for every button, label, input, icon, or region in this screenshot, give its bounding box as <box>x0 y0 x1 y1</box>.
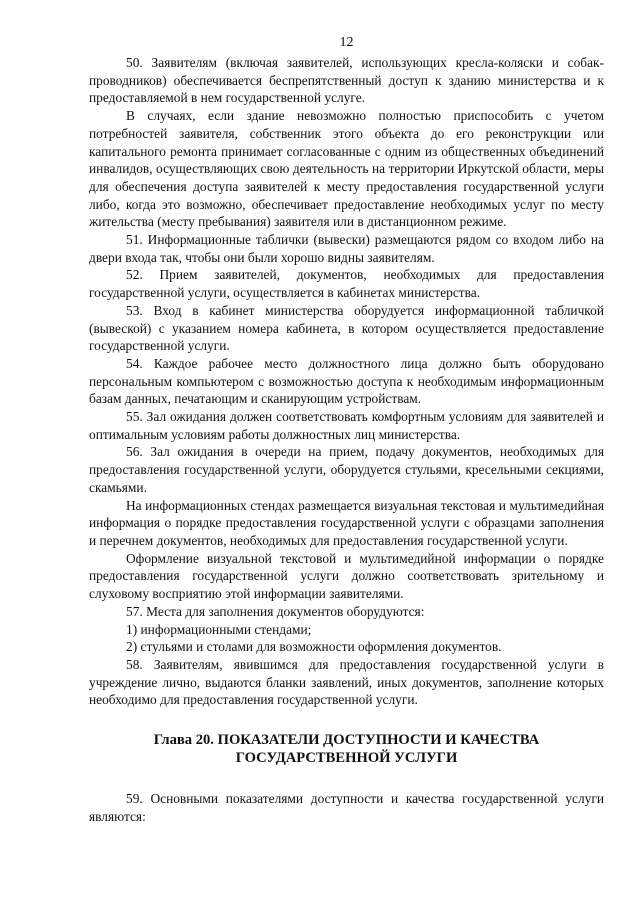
paragraph-58: 58. Заявителям, явившимся для предоставления государственной услуги в учреждение лично, выдаются бланки заявлений, иных документов, заполнение которых необходимо для предоставления государственной услуги. <box>89 656 604 708</box>
paragraph-52: 52. Прием заявителей, документов, необходимых для предоставления государственной услуги, осуществляется в кабинетах министерства. <box>89 267 604 301</box>
paragraph-57: 57. Места для заполнения документов оборудуются: <box>126 603 425 619</box>
chapter-heading-line-2: ГОСУДАРСТВЕННОЙ УСЛУГИ <box>235 749 458 766</box>
paragraph-53: 53. Вход в кабинет министерства оборудуется информационной табличкой (вывеской) с указанием номера кабинета, в котором осуществляется предоставление государственной услуги. <box>89 302 604 354</box>
paragraph-51: 51. Информационные таблички (вывески) размещаются рядом со входом либо на двери входа так, чтобы они были хорошо видны заявителям. <box>89 232 604 265</box>
paragraph-56: 56. Зал ожидания в очереди на прием, подачу документов, необходимых для предоставления государственной услуги, оборудуется стульями, кресельными секциями, скамьями. <box>89 444 604 495</box>
list-item: 1) информационными стендами; <box>126 621 312 637</box>
paragraph-54: 54. Каждое рабочее место должностного лица должно быть оборудовано персональным компьютером с возможностью доступа к необходимым информационным базам данных, печатающим и сканирующим устройствам. <box>89 355 604 407</box>
paragraph-50: 50. Заявителям (включая заявителей, использующих кресла-коляски и собак-проводников) обеспечивается беспрепятственный доступ к зданию министерства и к предоставляемой в нем государственной услуге. <box>89 55 604 106</box>
paragraph-59: 59. Основными показателями доступности и качества государственной услуги являются: <box>89 791 604 824</box>
paragraph-56-stands: На информационных стендах размещается визуальная текстовая и мультимедийная информация о порядке предоставления государственной услуги с образцами заполнения и перечнем документов, необходимых для предоставления государственной услуги. <box>89 497 604 548</box>
paragraph-55: 55. Зал ожидания должен соответствовать комфортным условиям для заявителей и оптимальным условиям работы должностных лиц министерства. <box>89 409 604 442</box>
page-number: 12 <box>339 35 354 50</box>
list-item: 2) стульями и столами для возможности оформления документов. <box>126 639 502 655</box>
document-page <box>89 34 604 825</box>
paragraph-56-design: Оформление визуальной текстовой и мультимедийной информации о порядке предоставления государственной услуги должно соответствовать зрительному и слуховому восприятию этой информации заявителями. <box>89 550 604 602</box>
paragraph-50-continuation: В случаях, если здание невозможно полностью приспособить с учетом потребностей заявителя, собственник этого объекта до его реконструкции или капитального ремонта принимает согласованные с одним из общественных объединений инвалидов, осуществляющих свою деятельность на территории Иркутской области, меры для обеспечения доступа заявителей к месту предоставления государственной услуги либо, когда это возможно, обеспечивает предоставление необходимых услуг по месту жительства (месту пребывания) заявителя или в дистанционном режиме. <box>89 108 604 230</box>
chapter-heading <box>89 732 604 767</box>
chapter-heading-line-1: Глава 20. ПОКАЗАТЕЛИ ДОСТУПНОСТИ И КАЧЕСТВА <box>153 732 540 749</box>
